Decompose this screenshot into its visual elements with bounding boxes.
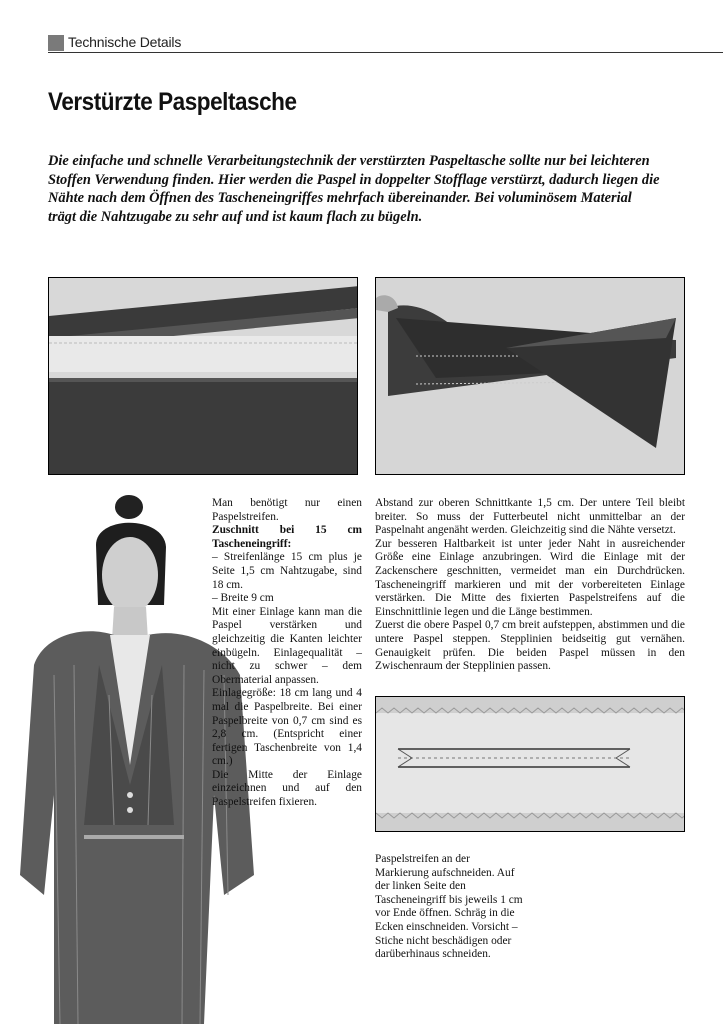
list-item-width: – Breite 9 cm [212,592,274,605]
section-header [48,33,723,53]
text-column-3 [375,853,525,962]
text-column-2 [375,497,685,674]
cutting-heading: Zuschnitt bei 15 cm Tascheneingriff: [212,524,362,550]
interfacing-size-paragraph: Einlagegröße: 18 cm lang und 4 mal die Paspelbreite. Bei einer Paspelbreite von 0,7 cm sind es 2,8 cm. (Entspricht einer fertigen Taschenbreite von 1,4 cm.) [212,687,362,768]
distance-paragraph: Abstand zur oberen Schnittkante 1,5 cm. Der untere Teil bleibt breiter. So muss der Futterbeutel nicht unmittelbar an der Paspelnaht angenäht werden. Gleichzeitig sind die Nähte versetzt. [375,497,685,537]
section-label: Technische Details [68,34,182,50]
page-title: Verstürzte Paspeltasche [48,88,297,116]
photo-paspel-strip [48,277,358,475]
text-column-1 [212,497,362,810]
intro-paragraph: Man benötigt nur einen Paspelstreifen. [212,497,362,523]
cutting-paragraph: Paspelstreifen an der Markierung aufschneiden. Auf der linken Seite den Tascheneingriff bis jeweils 1 cm vor Ende öffnen. Schräg in die Ecken einschneiden. Vorsicht – Stiche nicht beschädigen oder darüberhinaus schneiden. [375,853,523,961]
fixing-paragraph: Die Mitte der Einlage einzeichnen und auf den Paspelstreifen fixieren. [212,768,362,809]
list-item-length: – Streifenlänge 15 cm plus je Seite 1,5 cm Nahtzugabe, sind 18 cm. [212,551,362,591]
durability-paragraph: Zur besseren Haltbarkeit ist unter jeder Naht in ausreichender Größe eine Einlage anzubringen. Wird die Einlage mit der Zackenschere geschnitten, vermeidet man ein Durchdrücken. Tascheneingriff markieren und mit der vorbereiteten Einlage verstärken. Die Mitte des fixierten Paspelstreifens auf die Einschnittlinie legen und die Länge bestimmen. [375,537,685,618]
photo-folded-paspel [375,277,685,475]
stitching-paragraph: Zuerst die obere Paspel 0,7 cm breit aufsteppen, abstimmen und die untere Paspel steppen. Stepplinien beidseitig gut vernähen. Genauigkeit prüfen. Die beiden Paspel müssen in den Zwischenraum der Stepplinien passen. [375,619,685,673]
intro-text: Die einfache und schnelle Verarbeitungstechnik der verstürzten Paspeltasche sollte nur bei leichteren Stoffen Verwendung finden. Hier werden die Paspel in doppelter Stofflage verstürzt, dadurch liegen die Nähte nach dem Öffnen des Tascheneingriffes mehrfach übereinander. Bei voluminösem Material trägt die Nahtzugabe zu sehr auf und ist kaum flach zu bügeln. [48,153,660,225]
photo-stitch-lines [375,696,685,832]
interfacing-paragraph: Mit einer Einlage kann man die Paspel verstärken und gleichzeitig die Kanten leichter einbügeln. Einlagequalität – nicht zu schwer – dem Obermaterial anpassen. [212,605,362,686]
header-marker [48,35,64,51]
